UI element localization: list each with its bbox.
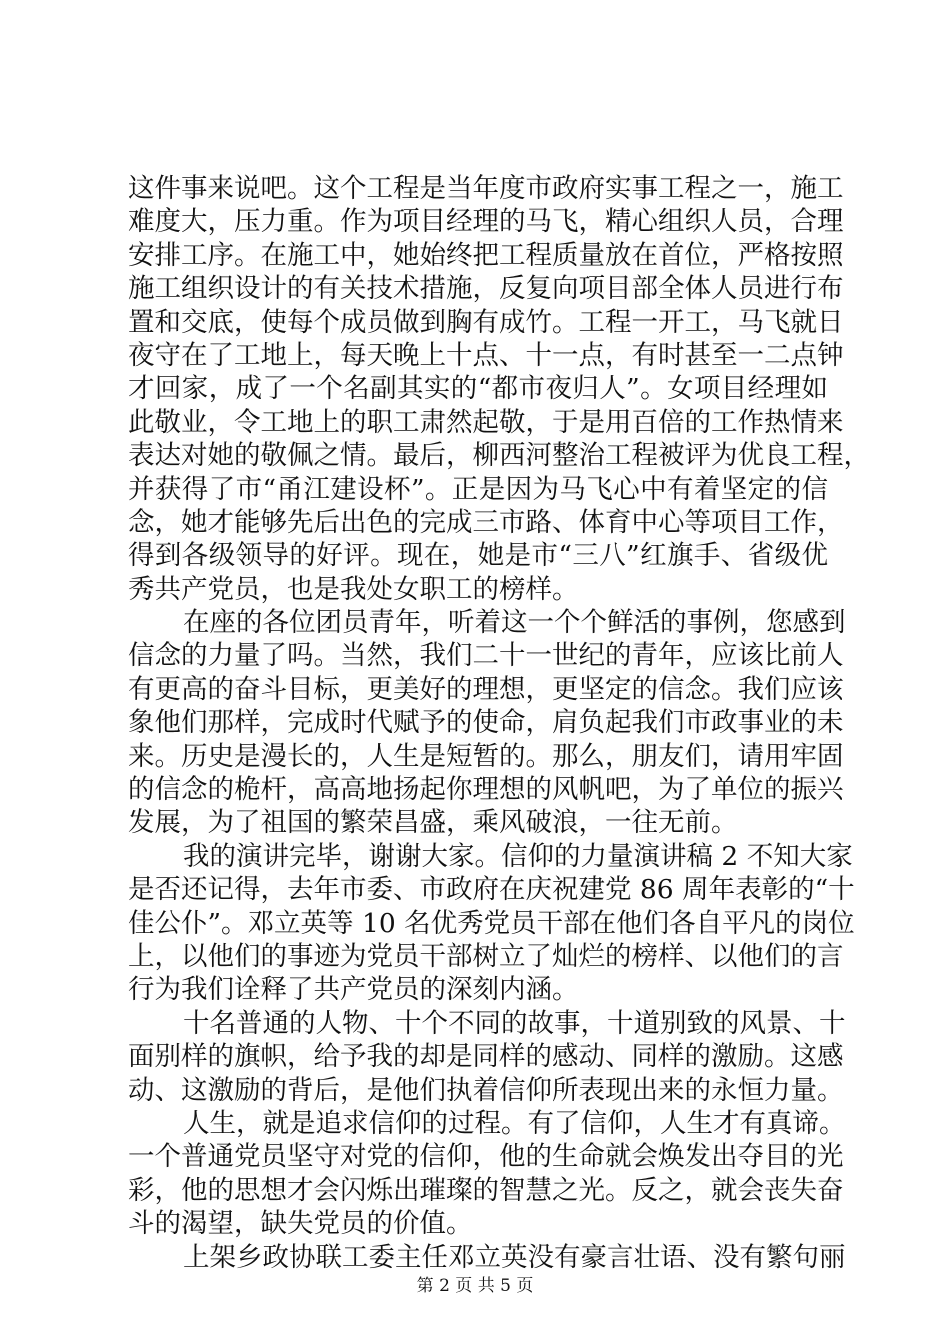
- text-line: 象他们那样，完成时代赋予的使命，肩负起我们市政事业的未: [128, 707, 844, 739]
- text-line: 夜守在了工地上，每天晚上十点、十一点，有时甚至一二点钟: [128, 339, 844, 371]
- text-line: 发展，为了祖国的繁荣昌盛，乘风破浪，一往无前。: [128, 807, 738, 839]
- text-line: 在座的各位团员青年，听着这一个个鲜活的事例，您感到: [183, 607, 846, 639]
- text-line: 来。历史是漫长的，人生是短暂的。那么，朋友们，请用牢固: [128, 740, 844, 772]
- text-line: 十名普通的人物、十个不同的故事，十道别致的风景、十: [183, 1007, 846, 1039]
- text-line: 才回家，成了一个名副其实的“都市夜归人”。女项目经理如: [128, 373, 828, 405]
- text-line: 念，她才能够先后出色的完成三市路、体育中心等项目工作，: [128, 506, 844, 538]
- text-line: 一个普通党员坚守对党的信仰，他的生命就会焕发出夺目的光: [128, 1141, 844, 1173]
- text-line: 上，以他们的事迹为党员干部树立了灿烂的榜样、以他们的言: [128, 940, 844, 972]
- text-line: 是否还记得，去年市委、市政府在庆祝建党 86 周年表彰的“十: [128, 874, 855, 906]
- text-line: 这件事来说吧。这个工程是当年度市政府实事工程之一，施工: [128, 173, 844, 204]
- text-line: 上架乡政协联工委主任邓立英没有豪言壮语、没有繁句丽: [183, 1241, 846, 1273]
- text-line: 动、这激励的背后，是他们执着信仰所表现出来的永恒力量。: [128, 1074, 844, 1106]
- text-line: 表达对她的敬佩之情。最后，柳西河整治工程被评为优良工程，: [128, 440, 870, 472]
- text-line: 的信念的桅杆，高高地扬起你理想的风帆吧，为了单位的振兴: [128, 774, 844, 806]
- text-line: 得到各级领导的好评。现在，她是市“三八”红旗手、省级优: [128, 540, 828, 572]
- text-line: 施工组织设计的有关技术措施，反复向项目部全体人员进行布: [128, 273, 844, 305]
- text-line: 有更高的奋斗目标，更美好的理想，更坚定的信念。我们应该: [128, 673, 844, 705]
- text-line: 此敬业，令工地上的职工肃然起敬，于是用百倍的工作热情来: [128, 406, 844, 438]
- text-line: 彩，他的思想才会闪烁出璀璨的智慧之光。反之，就会丧失奋: [128, 1174, 844, 1206]
- page-number-footer: 第 2 页 共 5 页: [416, 1276, 534, 1296]
- text-line: 秀共产党员，也是我处女职工的榜样。: [128, 573, 579, 605]
- text-line: 行为我们诠释了共产党员的深刻内涵。: [128, 974, 579, 1006]
- text-line: 置和交底，使每个成员做到胸有成竹。工程一开工，马飞就日: [128, 306, 844, 338]
- text-line: 我的演讲完毕，谢谢大家。信仰的力量演讲稿 2 不知大家: [183, 840, 853, 872]
- text-line: 信念的力量了吗。当然，我们二十一世纪的青年，应该比前人: [128, 640, 844, 672]
- text-line: 面别样的旗帜，给予我的却是同样的感动、同样的激励。这感: [128, 1041, 844, 1073]
- text-line: 佳公仆”。邓立英等 10 名优秀党员干部在他们各自平凡的岗位: [128, 907, 855, 939]
- text-line: 难度大，压力重。作为项目经理的马飞，精心组织人员，合理: [128, 206, 844, 238]
- text-line: 人生，就是追求信仰的过程。有了信仰，人生才有真谛。: [183, 1107, 846, 1139]
- text-line: 斗的渴望，缺失党员的价值。: [128, 1208, 473, 1240]
- text-line: 安排工序。在施工中，她始终把工程质量放在首位，严格按照: [128, 239, 844, 271]
- body-text: [128, 172, 870, 1274]
- text-line: 并获得了市“甬江建设杯”。正是因为马飞心中有着坚定的信: [128, 473, 828, 505]
